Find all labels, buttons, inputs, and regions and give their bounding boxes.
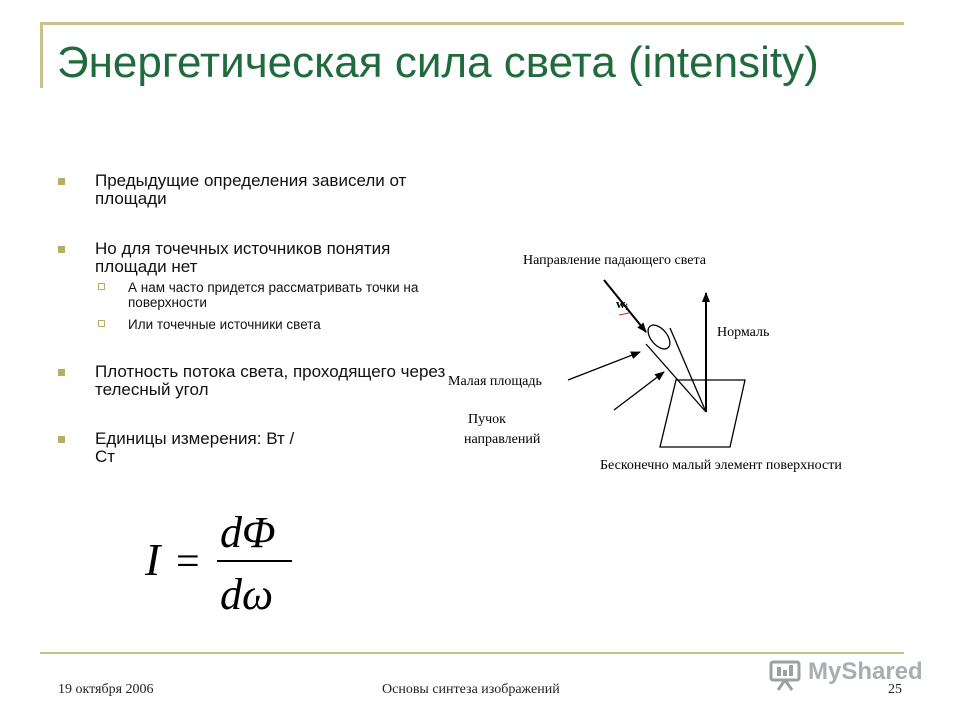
label-beam-line2: направлений (464, 432, 541, 447)
intensity-diagram (440, 240, 920, 480)
bullet-text: Предыдущие определения зависели от площади (95, 171, 407, 208)
bullet-square-icon (58, 436, 65, 443)
wi-underline (619, 313, 629, 315)
label-wi: w (616, 296, 626, 311)
formula-lhs: I (145, 534, 161, 585)
small-area-ellipse (644, 321, 674, 353)
formula-numerator: dΦ (220, 508, 276, 557)
slide-title: Энергетическая сила света (intensity) (57, 38, 819, 87)
intensity-formula (140, 505, 320, 625)
formula-equals: = (176, 539, 200, 585)
label-beam-line1: Пучок (468, 412, 506, 427)
frame-left-line (40, 22, 43, 88)
sub-bullet-text: Или точечные источники света (128, 317, 321, 332)
label-incident-direction: Направление падающего света (523, 253, 707, 268)
bullet-text: Но для точечных источников понятия площади нет (95, 239, 391, 276)
watermark-text: MyShared (808, 658, 923, 685)
surface-element-shape (660, 380, 745, 447)
beam-pointer (614, 372, 664, 410)
small-area-pointer (568, 352, 640, 380)
frame-top-line (40, 22, 904, 25)
cone-edge-2 (670, 328, 706, 412)
label-small-area: Малая площадь (448, 374, 542, 389)
formula-denominator: dω (220, 570, 274, 619)
bullet-square-icon (58, 369, 65, 376)
hollow-square-icon (98, 320, 105, 327)
footer-date: 19 октября 2006 (58, 682, 154, 697)
bullet-text: Единицы измерения: Вт / Ст (95, 429, 295, 466)
footer-page-number: 25 (888, 682, 902, 697)
footer-title: Основы синтеза изображений (382, 682, 560, 697)
watermark (768, 658, 926, 692)
bullet-square-icon (58, 178, 65, 185)
sub-bullet-text: А нам часто придется рассматривать точки на поверхности (128, 280, 419, 310)
frame-bottom-line (40, 652, 904, 654)
presentation-logo-icon (768, 658, 802, 692)
hollow-square-icon (98, 283, 105, 290)
incident-light-arrow (604, 280, 646, 332)
bullet-text: Плотность потока света, проходящего через телесный угол (95, 362, 446, 399)
cone-edge-1 (646, 344, 706, 412)
label-surface-element: Бесконечно малый элемент поверхности (600, 458, 842, 473)
bullet-square-icon (58, 246, 65, 253)
label-normal: Нормаль (717, 325, 770, 340)
